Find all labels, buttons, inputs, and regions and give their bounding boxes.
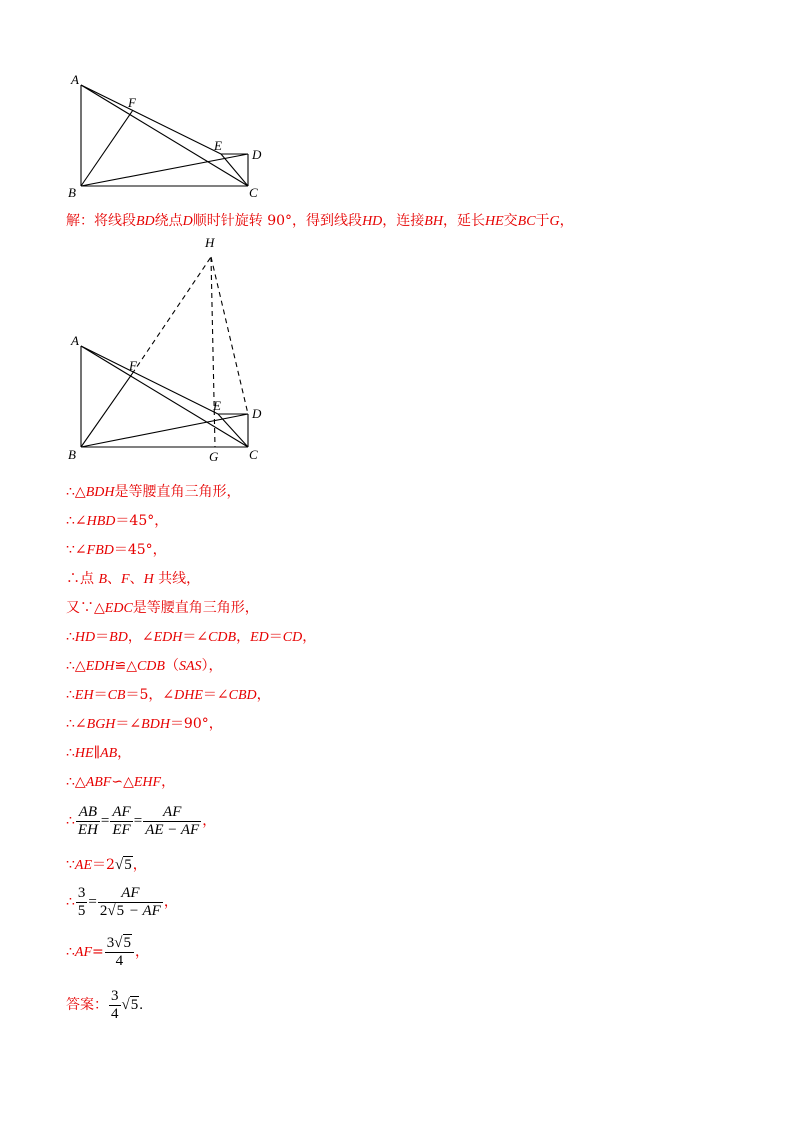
equation-substitution: ∴ $\frac{3}{5}$ = $\frac{AF}{2√5 - AF}$ ， (66, 885, 178, 919)
label-g: G (209, 449, 219, 464)
segment-ac (81, 346, 248, 447)
segment-ac (81, 85, 248, 186)
step-7: ∴△EDH≌△CDB（SAS）， (66, 658, 223, 674)
solution-intro: 解：将线段BD绕点D顺时针旋转 90°，得到线段HD，连接BH，延长HE交BC于G， (66, 213, 574, 229)
step-1: ∴△BDH是等腰直角三角形， (66, 484, 241, 500)
label-h: H (205, 235, 215, 250)
fraction-af-2sqrt5-minus-af: $\frac{AF}{2√5 - AF}$ (99, 885, 161, 919)
label-a: A (71, 333, 79, 348)
step-11: ∴△ABF∽△EHF， (66, 774, 176, 790)
answer: 答案： $\frac{3}{4}$ √5. (66, 988, 143, 1022)
segment-hg-dashed (211, 257, 215, 447)
step-3: ∵∠FBD＝45°， (66, 542, 167, 558)
segment-ec (221, 154, 248, 186)
label-e: E (214, 138, 222, 153)
fraction-ab-eh: $\frac{AB}{EH}$ (77, 804, 98, 838)
label-b: B (68, 447, 76, 462)
figure-2 (60, 232, 280, 464)
label-b: B (68, 185, 76, 200)
segment-bf (81, 110, 133, 186)
label-e: E (213, 398, 221, 413)
label-d: D (252, 406, 262, 421)
step-4: ∴点 B、F、H 共线， (66, 571, 201, 587)
sqrt-5: √5 (114, 857, 132, 873)
equation-ae: ∵AE＝2√5， (66, 857, 147, 873)
fraction-3-5: $\frac{3}{5}$ (77, 885, 86, 919)
equation-af-result: ∴AF= $\frac{3√5}{4}$ ， (66, 935, 149, 969)
segment-fh-dashed (132, 257, 211, 374)
step-5: 又∵△EDC是等腰直角三角形， (66, 600, 259, 616)
label-a: A (71, 72, 79, 87)
figure-1 (60, 70, 280, 200)
sqrt-5: √5 (121, 996, 139, 1013)
step-9: ∴∠BGH＝∠BDH＝90°， (66, 716, 223, 732)
fraction-af-ef: $\frac{AF}{EF}$ (112, 804, 131, 838)
segment-ae (81, 85, 221, 154)
step-6: ∴HD＝BD，∠EDH＝∠CDB，ED＝CD， (66, 629, 317, 645)
equation-ratio: ∴ $\frac{AB}{EH}$ = $\frac{AF}{EF}$ = $\frac{AF}{AE - AF}$ ， (66, 804, 217, 838)
segment-bd (81, 154, 248, 186)
fraction-af-ae-minus-af: $\frac{AF}{AE - AF}$ (145, 804, 200, 838)
label-c: C (249, 447, 258, 462)
label-f: F (128, 95, 136, 110)
label-f: F (129, 358, 137, 373)
segment-ae (81, 346, 218, 414)
label-c: C (249, 185, 258, 200)
step-10: ∴HE∥AB， (66, 745, 132, 761)
fraction-3sqrt5-4: $\frac{3√5}{4}$ (105, 935, 134, 970)
fraction-3-4: $\frac{3}{4}$ (111, 988, 119, 1022)
segment-hd-dashed (211, 257, 248, 414)
label-d: D (252, 147, 262, 162)
segment-bf (81, 374, 132, 447)
segment-ec (218, 414, 248, 447)
step-8: ∴EH＝CB＝5，∠DHE＝∠CBD， (66, 687, 271, 703)
step-2: ∴∠HBD＝45°， (66, 513, 169, 529)
